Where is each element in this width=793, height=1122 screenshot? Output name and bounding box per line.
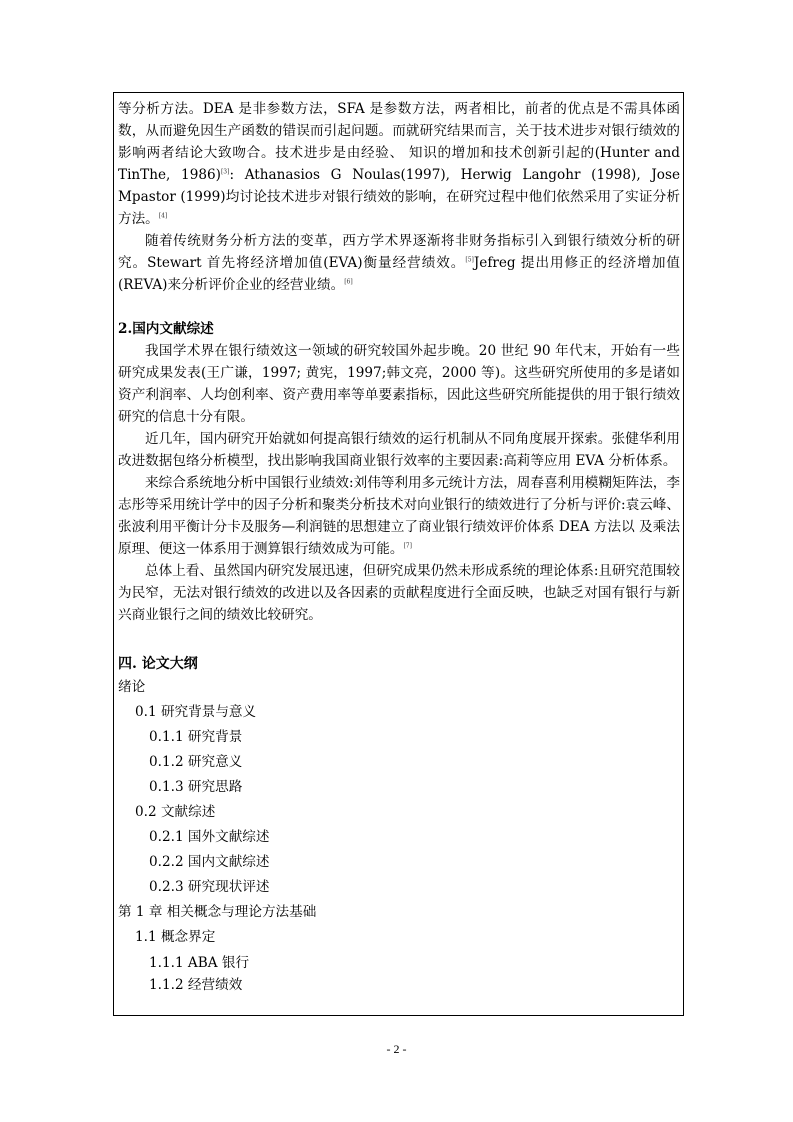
outline-item: 0.2.1 国外文献综述: [149, 829, 270, 845]
citation-7: [7]: [403, 542, 412, 550]
document-body: [118, 98, 680, 996]
outline-item: 1.1.2 经营绩效: [149, 977, 243, 993]
paragraph-2-text-b: Jefreg 提出用修正的经济增加值(REVA)来分析评价企业的经营业绩。: [118, 255, 681, 293]
paragraph-1: [118, 98, 680, 230]
citation-3: [3]: [220, 168, 230, 176]
outline-item: 0.2.2 国内文献综述: [149, 854, 270, 870]
outline-item: 1.1 概念界定: [135, 929, 216, 945]
paragraph-1-text-a: 等分析方法。DEA 是非参数方法，SFA 是参数方法，两者相比，前者的优点是不需具体函数，从而避免因生产函数的错误而引起问题。而就研究结果而言，关于技术进步对银行绩效的影响两者结论大致吻合。技术进步是由经验、 知识的增加和技术创新引起的(Hunter and TinThe, 1986): [118, 101, 680, 183]
outline-item: 0.1.2 研究意义: [149, 754, 243, 770]
outline-item: 0.1 研究背景与意义: [135, 704, 257, 720]
citation-5: [5]: [465, 256, 474, 264]
section-2-paragraph-2: 近几年，国内研究开始就如何提高银行绩效的运行机制从不同角度展开探索。张健华利用改进数据包络分析模型，找出影响我国商业银行效率的主要因素:高莉等应用 EVA 分析体系。: [118, 431, 680, 469]
section-2-paragraph-3: [118, 472, 680, 560]
outline-heading: 四. 论文大纲: [118, 656, 198, 672]
paragraph-2: [118, 230, 680, 296]
citation-4: [4]: [158, 212, 168, 220]
page-number: - 2 -: [386, 1042, 407, 1056]
section-2-paragraph-1: 我国学术界在银行绩效这一领域的研究较国外起步晚。20 世纪 90 年代末，开始有一些研究成果发表(王广谦，1997; 黄宪，1997;韩文亮，2000 等)。这些研究所使用的多是诸如资产利润率、人均创利率、资产费用率等单要素指标，因此这些研究所能提供的用于银行绩效研究的信息十分有限。: [118, 343, 680, 425]
section-2-paragraph-4: 总体上看、虽然国内研究发展迅速，但研究成果仍然未形成系统的理论体系:且研究范围较为民窄，无法对银行绩效的改进以及各因素的贡献程度进行全面反映，也缺乏对国有银行与新兴商业银行之间的绩效比较研究。: [118, 563, 680, 623]
outline-item: 第 1 章 相关概念与理论方法基础: [118, 904, 317, 920]
citation-6: [6]: [344, 278, 353, 286]
outline-item: 绪论: [118, 679, 146, 695]
paragraph-2-text-a: 随着传统财务分析方法的变革，西方学术界逐渐将非财务指标引入到银行绩效分析的研究。Stewart 首先将经济增加值(EVA)衡量经营绩效。: [118, 233, 680, 271]
section-2-paragraph-3-text: 来综合系统地分析中国银行业绩效:刘伟等利用多元统计方法，周春喜利用模糊矩阵法，李志彤等采用统计学中的因子分析和聚类分析技术对向业银行的绩效进行了分析与评价:袁云峰、张波利用平衡计分卡及服务—利润链的思想建立了商业银行绩效评价体系 DEA 方法以 及乘法原理、便这一体系用于测算银行绩效成为可能。: [118, 475, 680, 557]
outline-item: 0.1.1 研究背景: [149, 729, 243, 745]
paragraph-1-text-b: : Athanasios G Noulas(1997), Herwig Langohr (1998), Jose Mpastor (1999)均讨论技术进步对银行绩效的影响，在研究过程中他们依然采用了实证分析方法。: [118, 167, 680, 227]
outline-item: 0.2 文献综述: [135, 804, 216, 820]
outline-item: 0.2.3 研究现状评述: [149, 879, 270, 895]
outline-item: 0.1.3 研究思路: [149, 779, 243, 795]
outline-list: [118, 675, 680, 996]
section-2-heading: 2.国内文献综述: [118, 321, 214, 337]
outline-item: 1.1.1 ABA 银行: [149, 955, 250, 971]
